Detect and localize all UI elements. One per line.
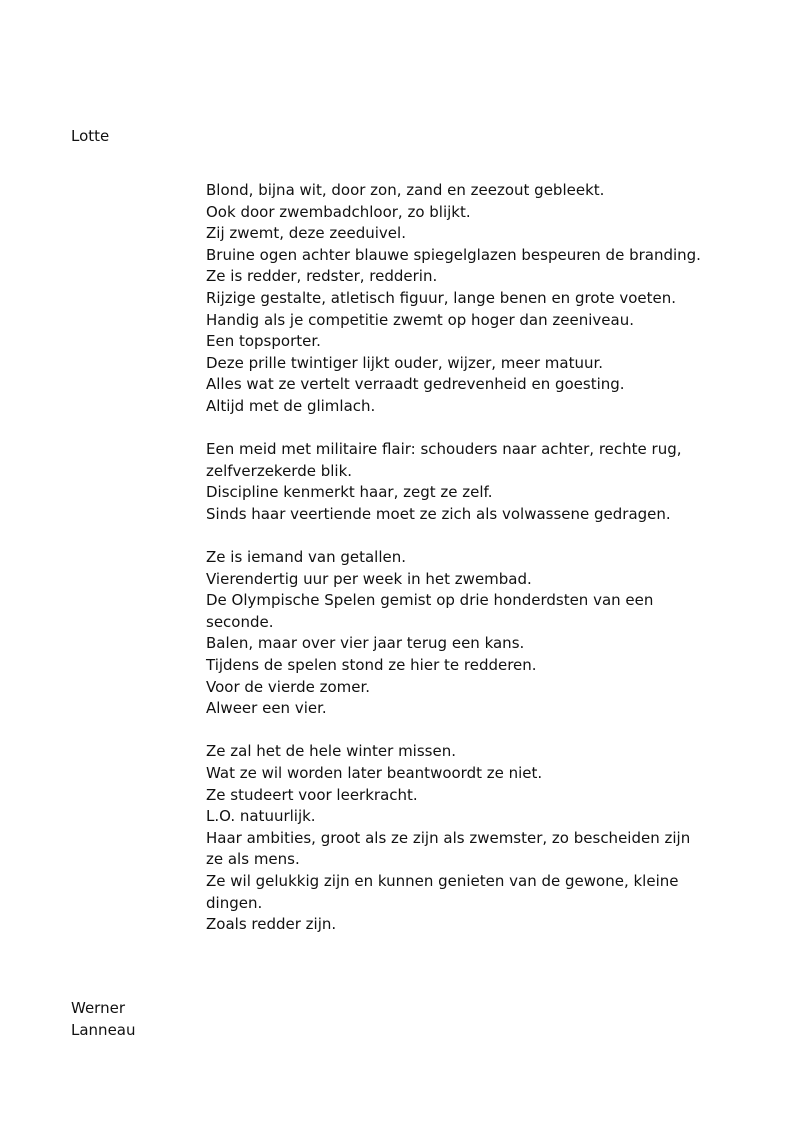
poem-line: Altijd met de glimlach. [206, 396, 376, 415]
poem-line: Balen, maar over vier jaar terug een kans. [206, 634, 525, 653]
stanza-2 [206, 439, 726, 525]
poem-line: Vierendertig uur per week in het zwembad. [206, 569, 532, 588]
poem-line: Voor de vierde zomer. [206, 677, 371, 696]
poem-line: Een topsporter. [206, 332, 321, 351]
poem-title: Lotte [71, 127, 110, 145]
poem-line: Discipline kenmerkt haar, zegt ze zelf. [206, 483, 493, 502]
poem-line: Ze is redder, redster, redderin. [206, 267, 438, 286]
poem-line: Zoals redder zijn. [206, 915, 337, 934]
poem-line: Een meid met militaire flair: schouders naar achter, rechte rug, [206, 440, 682, 459]
poem-line: Ze is iemand van getallen. [206, 548, 407, 567]
poem-line: Sinds haar veertiende moet ze zich als volwassene gedragen. [206, 504, 671, 523]
poem-line: Deze prille twintiger lijkt ouder, wijzer, meer matuur. [206, 353, 604, 372]
stanza-4 [206, 741, 726, 935]
poem-line: Alweer een vier. [206, 699, 327, 718]
poem-line: ze als mens. [206, 850, 300, 869]
poem-line: Rijzige gestalte, atletisch figuur, lange benen en grote voeten. [206, 288, 677, 307]
poem-line: Alles wat ze vertelt verraadt gedrevenheid en goesting. [206, 375, 625, 394]
poem-line: zelfverzekerde blik. [206, 461, 353, 480]
poem-line: Tijdens de spelen stond ze hier te redderen. [206, 656, 537, 675]
poem-line: Handig als je competitie zwemt op hoger dan zeeniveau. [206, 310, 634, 329]
poem-line: L.O. natuurlijk. [206, 807, 316, 826]
poem-line: Ze studeert voor leerkracht. [206, 785, 418, 804]
poem-line: Wat ze wil worden later beantwoordt ze niet. [206, 764, 543, 783]
poem-line: Bruine ogen achter blauwe spiegelglazen bespeuren de branding. [206, 245, 701, 264]
author-first-name: Werner [71, 999, 125, 1017]
author-last-name: Lanneau [71, 1021, 136, 1039]
poem-line: Haar ambities, groot als ze zijn als zwemster, zo bescheiden zijn [206, 828, 691, 847]
poem-line: De Olympische Spelen gemist op drie honderdsten van een [206, 591, 654, 610]
author-signature [71, 997, 136, 1041]
poem-line: Zij zwemt, deze zeeduivel. [206, 224, 406, 243]
poem-line: dingen. [206, 893, 263, 912]
poem-line: Ze wil gelukkig zijn en kunnen genieten van de gewone, kleine [206, 872, 679, 890]
stanza-3 [206, 547, 726, 720]
poem-line: Ook door zwembadchloor, zo blijkt. [206, 202, 471, 221]
poem-line: seconde. [206, 612, 274, 631]
poem-body [206, 180, 726, 957]
poem-line: Ze zal het de hele winter missen. [206, 742, 456, 761]
poem-line: Blond, bijna wit, door zon, zand en zeezout gebleekt. [206, 181, 605, 199]
stanza-1 [206, 180, 726, 418]
